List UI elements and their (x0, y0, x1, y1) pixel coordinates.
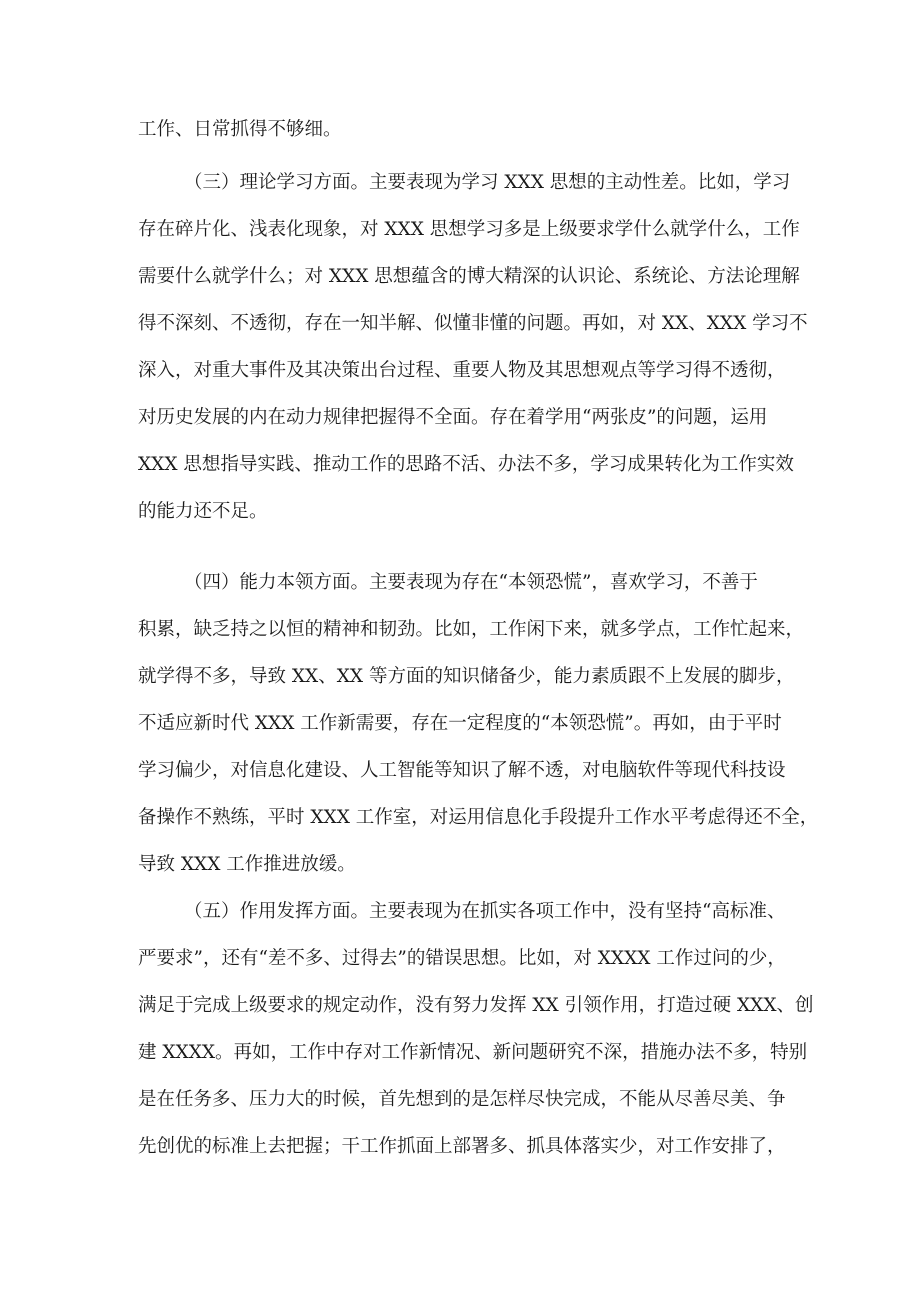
text-line-content: 严要求”，还有“差不多、过得去”的错误思想。比如，对 XXXX 工作过问的少， (138, 948, 786, 969)
text-line-content: 工作、日常抓得不够细。 (138, 119, 342, 140)
text-line-content: 的能力还不足。 (138, 501, 268, 522)
text-line-content: （三）理论学习方面。主要表现为学习 XXX 思想的主动性差。比如，学习 (184, 172, 791, 193)
text-line-content: （四）能力本领方面。主要表现为存在“本领恐慌”，喜欢学习，不善于 (184, 572, 758, 593)
text-line-content: XXX 思想指导实践、推动工作的思路不活、办法不多，学习成果转化为工作实效 (138, 454, 794, 475)
text-line-content: 备操作不熟练，平时 XXX 工作室，对运用信息化手段提升工作水平考虑得还不全， (138, 807, 819, 828)
text-line-content: 不适应新时代 XXX 工作新需要，存在一定程度的“本领恐慌”。再如，由于平时 (138, 713, 782, 734)
text-line-content: 对历史发展的内在动力规律把握得不全面。存在着学用“两张皮”的问题，运用 (138, 407, 768, 428)
text-line-content: 导致 XXX 工作推进放缓。 (138, 854, 356, 875)
text-line-content: 建 XXXX。再如，工作中存对工作新情况、新问题研究不深，措施办法不多，特别 (138, 1042, 808, 1063)
text-line-content: 存在碎片化、浅表化现象，对 XXX 思想学习多是上级要求学什么就学什么，工作 (138, 219, 800, 240)
text-line-content: 得不深刻、不透彻，存在一知半解、似懂非懂的问题。再如，对 XX、XXX 学习不 (138, 313, 808, 334)
text-line-content: 积累，缺乏持之以恒的精神和韧劲。比如，工作闲下来，就多学点，工作忙起来， (138, 619, 805, 640)
text-line-content: 是在任务多、压力大的时候，首先想到的是怎样尽快完成，不能从尽善尽美、争 (138, 1089, 786, 1110)
text-line-content: 满足于完成上级要求的规定动作，没有努力发挥 XX 引领作用，打造过硬 XXX、创 (138, 995, 814, 1016)
text-line-content: 需要什么就学什么；对 XXX 思想蕴含的博大精深的认识论、系统论、方法论理解 (138, 266, 800, 287)
text-line-content: （五）作用发挥方面。主要表现为在抓实各项工作中，没有坚持“高标准、 (184, 901, 786, 922)
text-line-content: 先创优的标准上去把握；干工作抓面上部署多、抓具体落实少，对工作安排了， (138, 1136, 786, 1157)
text-line-content: 学习偏少，对信息化建设、人工智能等知识了解不透，对电脑软件等现代科技设 (138, 760, 786, 781)
text-line-content: 就学得不多，导致 XX、XX 等方面的知识储备少，能力素质跟不上发展的脚步， (138, 666, 795, 687)
text-line-content: 深入，对重大事件及其决策出台过程、重要人物及其思想观点等学习得不透彻， (138, 360, 786, 381)
